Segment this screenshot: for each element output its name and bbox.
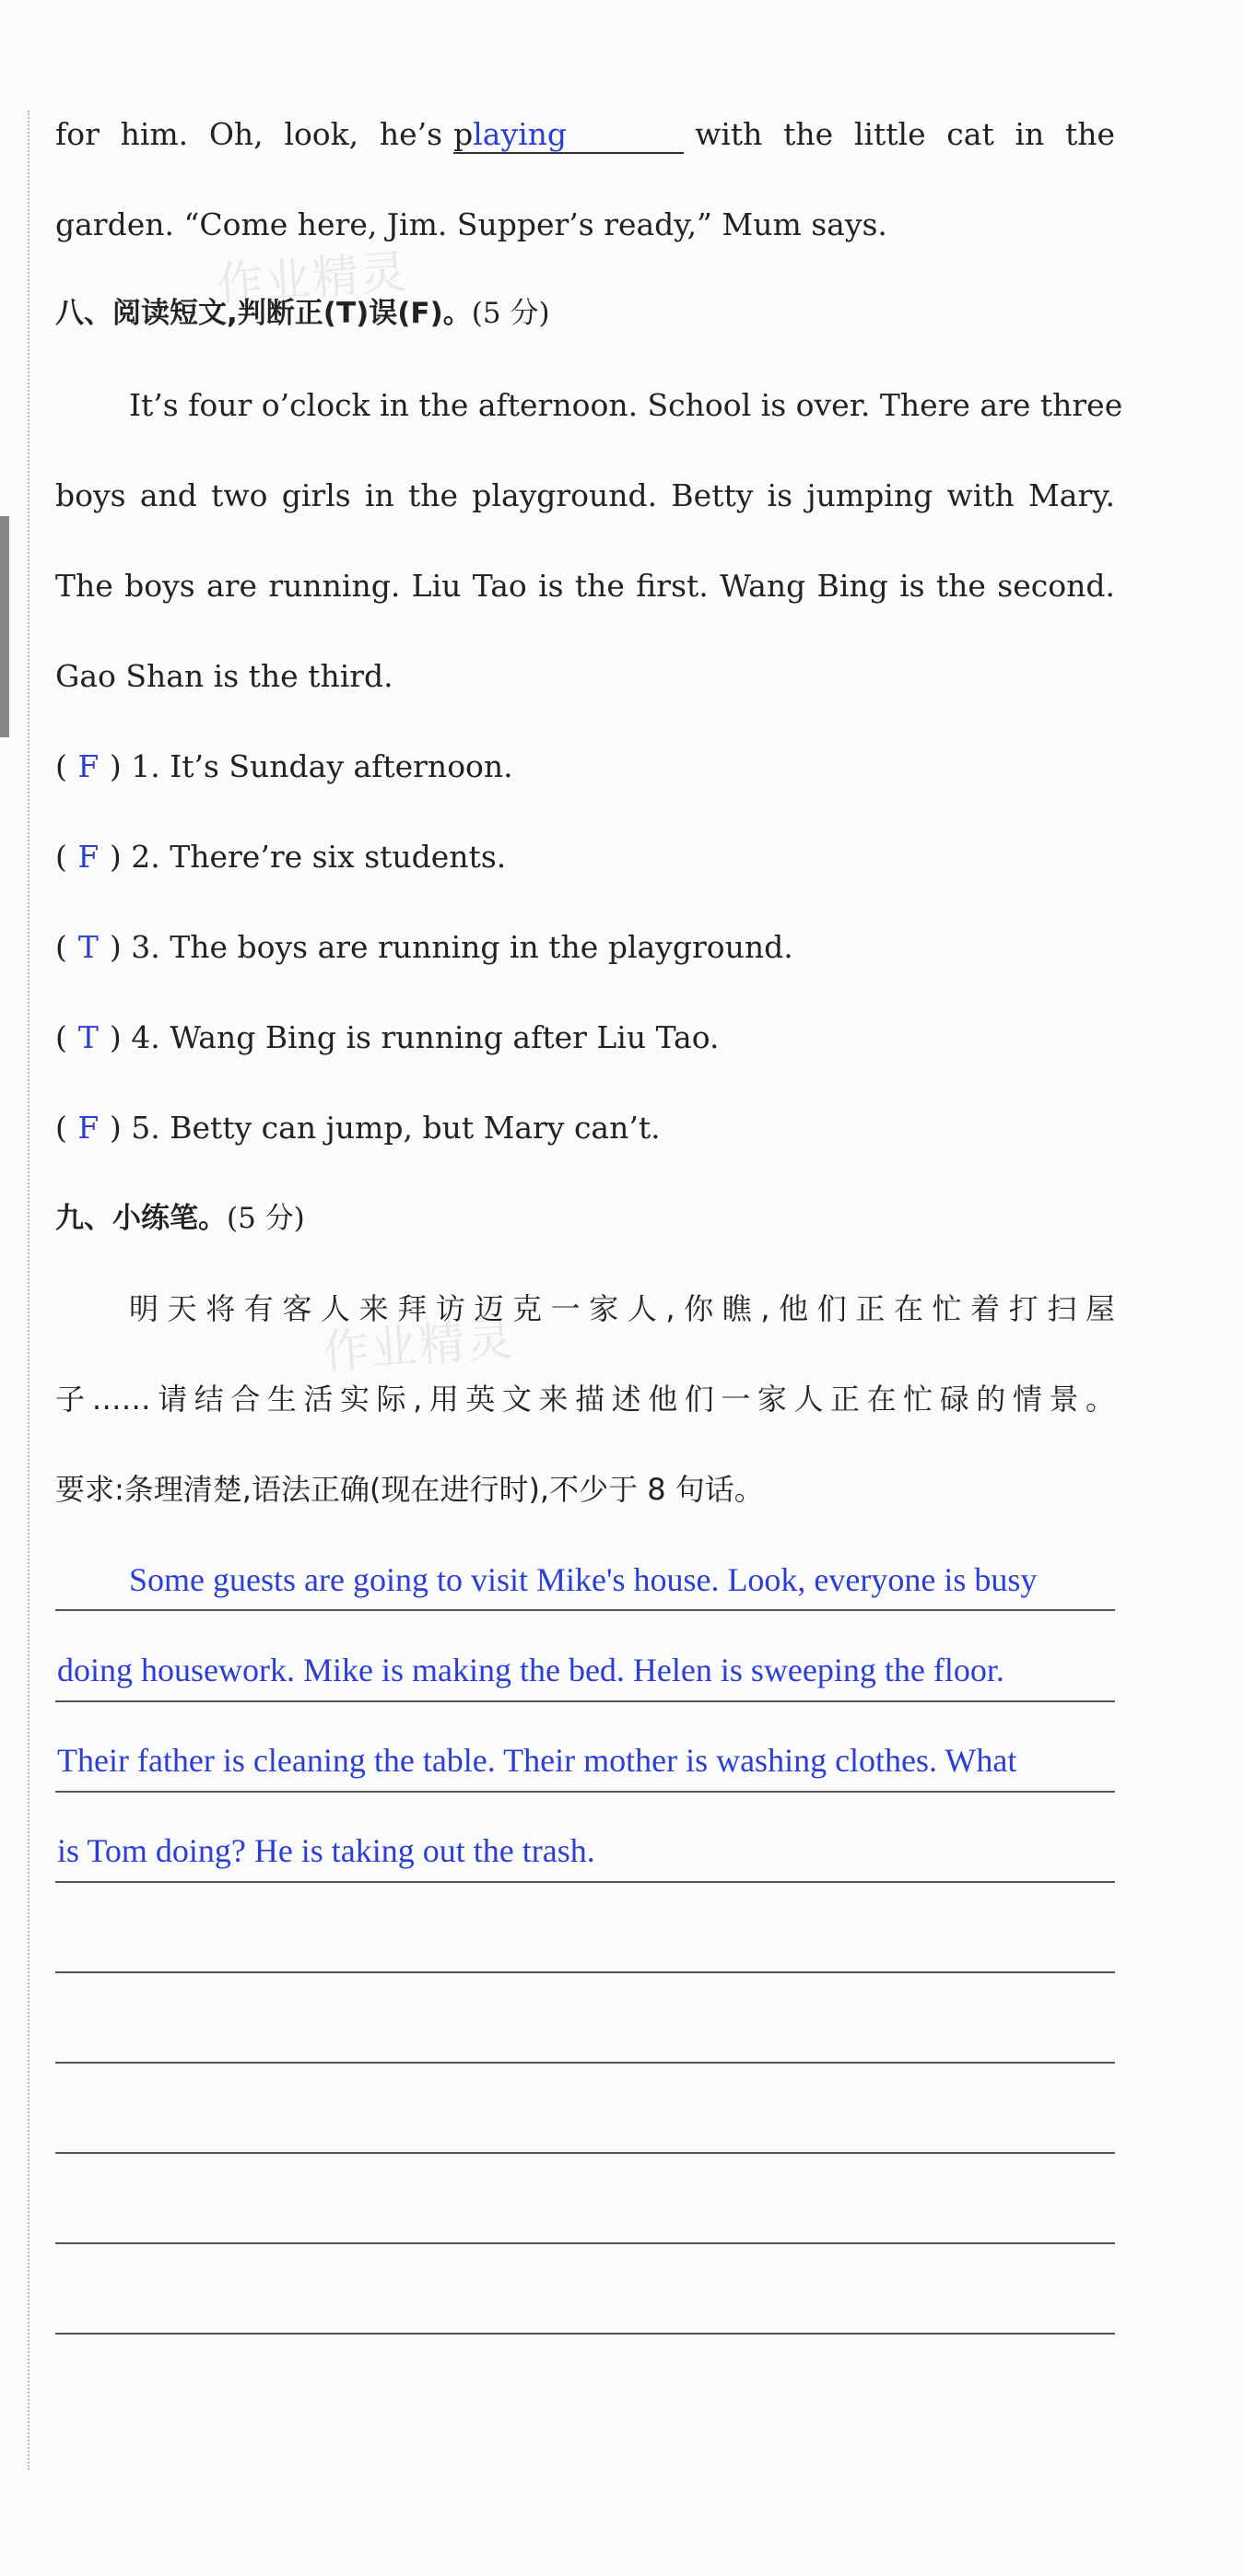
writing-rule-line xyxy=(55,1791,1115,1793)
judge-item: ( T ) 3. The boys are running in the playground. xyxy=(55,927,1115,968)
essay-answer-line: is Tom doing? He is taking out the trash. xyxy=(57,1832,595,1869)
judge-answer: T xyxy=(77,1019,99,1055)
reading-passage-line: It’s four o’clock in the afternoon. School is over. There are three xyxy=(129,387,1123,423)
passage-line-1 xyxy=(55,114,1115,155)
essay-answer-line: doing housework. Mike is making the bed. Helen is sweeping the floor. xyxy=(57,1652,1004,1688)
judge-answer: F xyxy=(77,748,100,784)
section-9-heading xyxy=(55,1198,1115,1239)
judge-item: ( F ) 1. It’s Sunday afternoon. xyxy=(55,747,1115,787)
reading-passage-line: boys and two girls in the playground. Betty is jumping with Mary. xyxy=(55,477,1115,513)
passage-text: for him. Oh, look, he’s xyxy=(55,116,443,152)
judge-answer: F xyxy=(77,839,100,875)
writing-rule-line xyxy=(55,1881,1115,1883)
binding-edge-mark xyxy=(0,516,9,737)
writing-prompt-line: 明天将有客人来拜访迈克一家人,你瞧,他们正在忙着打扫屋 xyxy=(129,1291,1115,1326)
judge-answer: F xyxy=(77,1110,100,1146)
judge-item-text: 2. There’re six students. xyxy=(131,839,507,875)
passage-text: with the little cat in the xyxy=(695,116,1116,152)
passage-line-2: garden. “Come here, Jim. Supper’s ready,” Mum says. xyxy=(55,206,887,242)
judge-item-text: 1. It’s Sunday afternoon. xyxy=(131,748,513,784)
judge-item: ( F ) 2. There’re six students. xyxy=(55,837,1115,877)
judge-item-text: 3. The boys are running in the playground. xyxy=(131,929,793,965)
section-9-score: (5 分) xyxy=(227,1202,305,1235)
writing-rule-line xyxy=(55,1700,1115,1702)
writing-rule-line xyxy=(55,2062,1115,2064)
judge-item: ( T ) 4. Wang Bing is running after Liu Tao. xyxy=(55,1017,1115,1058)
writing-rule-line xyxy=(55,1609,1115,1611)
reading-passage-line: Gao Shan is the third. xyxy=(55,658,393,694)
section-9-title: 九、小练笔。 xyxy=(55,1202,227,1235)
section-8-heading xyxy=(55,293,1115,334)
essay-answer-line: Their father is cleaning the table. Their mother is washing clothes. What xyxy=(57,1742,1017,1779)
blank-prefix: p xyxy=(453,116,474,152)
judge-item-text: 5. Betty can jump, but Mary can’t. xyxy=(131,1110,661,1146)
writing-rule-line xyxy=(55,2333,1115,2335)
judge-answer: T xyxy=(77,929,99,965)
section-8-score: (5 分) xyxy=(471,297,550,330)
binding-dotted-line xyxy=(28,111,29,2470)
answer-blank xyxy=(453,117,684,154)
judge-item: ( F ) 5. Betty can jump, but Mary can’t. xyxy=(55,1108,1115,1148)
reading-passage-line: The boys are running. Liu Tao is the first. Wang Bing is the second. xyxy=(55,568,1115,604)
writing-rule-line xyxy=(55,2242,1115,2244)
watermark: 作业精灵 xyxy=(321,1312,517,1380)
essay-answer-line: Some guests are going to visit Mike's house. Look, everyone is busy xyxy=(129,1561,1038,1598)
writing-rule-line xyxy=(55,2152,1115,2154)
blank-answer: laying xyxy=(473,116,568,152)
watermark: 作业精灵 xyxy=(215,244,411,312)
writing-rule-line xyxy=(55,1971,1115,1973)
writing-prompt-line: 子……请结合生活实际,用英文来描述他们一家人正在忙碌的情景。 xyxy=(55,1382,1115,1417)
section-8-title: 八、阅读短文,判断正(T)误(F)。 xyxy=(55,297,472,330)
judge-item-text: 4. Wang Bing is running after Liu Tao. xyxy=(131,1019,720,1055)
writing-prompt-line: 要求:条理清楚,语法正确(现在进行时),不少于 8 句话。 xyxy=(55,1472,764,1507)
